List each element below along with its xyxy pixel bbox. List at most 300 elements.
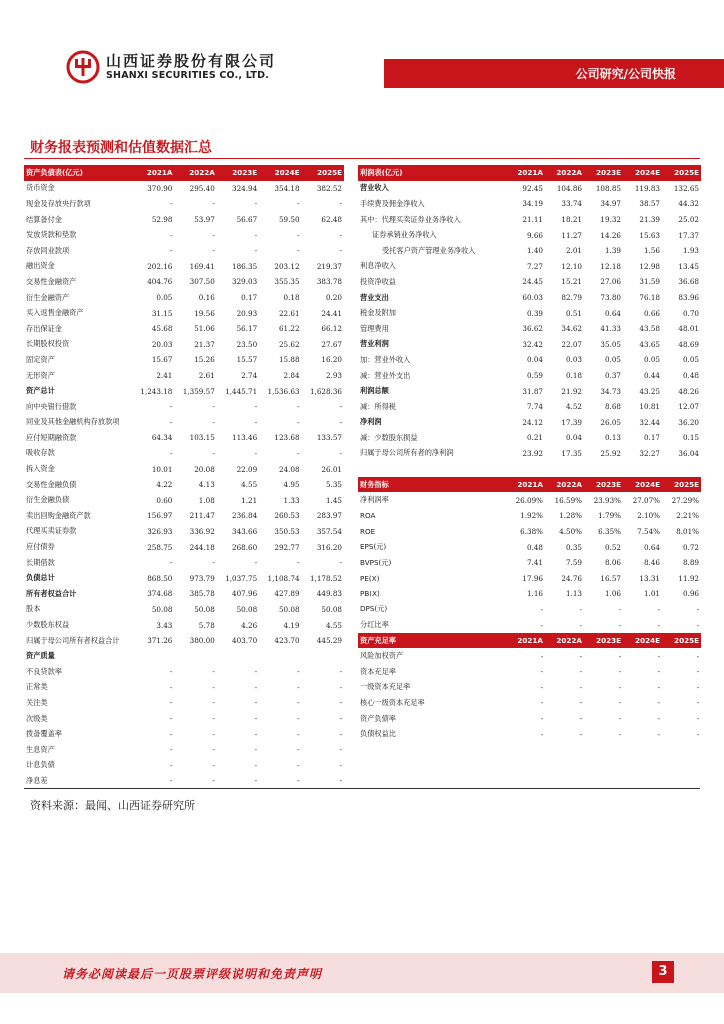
cell-value: 12.10 xyxy=(561,261,582,271)
cell-value: - xyxy=(696,651,699,661)
row-label: 关注类 xyxy=(26,697,48,707)
cell-value: 404.76 xyxy=(147,277,173,287)
cell-value: - xyxy=(297,698,300,708)
row-label: 利润总额 xyxy=(360,386,389,396)
year-header: 2022A xyxy=(545,165,584,181)
cell-value: - xyxy=(254,667,258,677)
cell-value: - xyxy=(169,745,173,755)
table-row xyxy=(358,570,701,586)
cell-value: 113.46 xyxy=(232,433,258,443)
cell-value: - xyxy=(212,246,215,256)
year-header: 2024E xyxy=(623,165,662,181)
year-header: 2024E xyxy=(623,477,662,493)
cell-value: - xyxy=(339,667,342,677)
cell-value: 32.44 xyxy=(639,417,660,427)
table-row xyxy=(358,492,701,508)
cell-value: - xyxy=(618,620,621,630)
cell-value xyxy=(259,648,301,664)
cell-value: 24.12 xyxy=(522,417,543,427)
cell-value: 6.35% xyxy=(598,526,621,536)
row-label: ROA xyxy=(360,511,376,521)
table-row xyxy=(358,711,701,727)
cell-value: 123.68 xyxy=(274,433,300,443)
cell-value: - xyxy=(297,745,300,755)
cell-value: 27.07% xyxy=(632,495,660,505)
cell-value: - xyxy=(254,230,258,240)
row-label: 净利润 xyxy=(360,417,382,427)
cell-value: 15.67 xyxy=(151,355,173,365)
cell-value: - xyxy=(169,682,173,692)
cell-value: - xyxy=(254,558,258,568)
row-label: 交易性金融资产 xyxy=(26,276,77,286)
row-label: 投资净收益 xyxy=(360,276,396,286)
row-label: 减：所得税 xyxy=(360,401,396,411)
cell-value: 380.00 xyxy=(189,636,215,646)
cell-value: 27.67 xyxy=(321,339,342,349)
cell-value: 48.69 xyxy=(678,339,699,349)
cell-value: 24.45 xyxy=(522,277,543,287)
table-row xyxy=(24,726,344,742)
cell-value: 1,628.36 xyxy=(309,386,342,396)
row-label: 计息负债 xyxy=(26,760,55,770)
cell-value: 7.27 xyxy=(526,261,543,271)
year-header: 2021A xyxy=(132,165,174,181)
table-row xyxy=(24,181,344,197)
cell-value: 48.26 xyxy=(678,386,699,396)
cell-value: 371.26 xyxy=(147,636,173,646)
row-label: 手续费及佣金净收入 xyxy=(360,198,425,208)
row-label: 受托客户资产管理业务净收入 xyxy=(382,245,476,255)
row-label: 融出资金 xyxy=(26,261,55,271)
year-header: 2021A xyxy=(506,165,545,181)
cell-value: - xyxy=(169,246,173,256)
row-label: 存出保证金 xyxy=(26,323,62,333)
balance-sheet-header-label: 资产负债表(亿元) xyxy=(24,165,132,181)
year-header: 2022A xyxy=(545,477,584,493)
year-header: 2024E xyxy=(259,165,301,181)
row-label: PB(X) xyxy=(360,589,380,599)
cell-value: 2.21% xyxy=(676,511,699,521)
table-row xyxy=(24,711,344,727)
cell-value: 0.05 xyxy=(682,355,699,365)
cell-value: 51.06 xyxy=(194,324,215,334)
cell-value: 326.93 xyxy=(147,526,173,536)
row-label: 风险加权资产 xyxy=(360,651,404,661)
cell-value: 2.74 xyxy=(241,371,258,381)
cell-value: - xyxy=(696,698,699,708)
cell-value: - xyxy=(339,729,342,739)
row-label: 证券承销业务净收入 xyxy=(372,230,437,240)
cell-value: - xyxy=(579,667,582,677)
cell-value: 43.58 xyxy=(639,324,660,334)
cell-value: 1.21 xyxy=(241,495,258,505)
cell-value: - xyxy=(657,729,660,739)
table-row xyxy=(24,742,344,758)
cell-value: - xyxy=(297,682,300,692)
year-header: 2023E xyxy=(584,477,623,493)
table-row xyxy=(358,648,701,664)
table-row xyxy=(358,368,701,384)
row-label: 正常类 xyxy=(26,682,48,692)
row-label: 一级资本充足率 xyxy=(360,682,411,692)
cell-value: 4.19 xyxy=(283,620,300,630)
cell-value: 17.96 xyxy=(522,573,543,583)
table-row xyxy=(24,695,344,711)
row-label: PE(X) xyxy=(360,573,380,583)
cell-value: - xyxy=(618,729,621,739)
table-row xyxy=(358,539,701,555)
section-title: 财务报表预测和估值数据汇总 xyxy=(30,140,212,156)
cell-value: 82.79 xyxy=(561,293,582,303)
cell-value: 0.44 xyxy=(643,371,660,381)
table-row xyxy=(24,352,344,368)
cell-value: - xyxy=(339,230,342,240)
cell-value: 20.08 xyxy=(194,464,215,474)
cell-value: - xyxy=(212,199,215,209)
cell-value: - xyxy=(212,729,215,739)
cell-value: 403.70 xyxy=(232,636,258,646)
table-row xyxy=(24,368,344,384)
cell-value: - xyxy=(696,682,699,692)
cell-value: 36.68 xyxy=(678,277,699,287)
table-row xyxy=(24,337,344,353)
cell-value: - xyxy=(339,402,342,412)
cell-value: 0.37 xyxy=(604,371,621,381)
cell-value: - xyxy=(212,558,215,568)
table-row xyxy=(358,212,701,228)
cell-value: - xyxy=(339,760,342,770)
table-row xyxy=(358,399,701,415)
year-header: 2025E xyxy=(662,165,701,181)
cell-value: - xyxy=(212,667,215,677)
table-row xyxy=(24,430,344,446)
cell-value: - xyxy=(339,246,342,256)
table-row xyxy=(24,290,344,306)
row-label: 代理买卖证券款 xyxy=(26,526,77,536)
cell-value: 1.56 xyxy=(643,246,660,256)
cell-value: - xyxy=(540,698,543,708)
cell-value: - xyxy=(169,760,173,770)
row-label: 同业及其他金融机构存放款项 xyxy=(26,417,120,427)
cell-value: 0.04 xyxy=(526,355,543,365)
cell-value: 2.61 xyxy=(198,371,215,381)
cell-value: 23.92 xyxy=(522,448,543,458)
cell-value: - xyxy=(254,402,258,412)
cell-value: 0.96 xyxy=(682,589,699,599)
report-type: 公司研究/公司快报 xyxy=(575,67,676,81)
cell-value: 0.64 xyxy=(643,542,660,552)
cell-value: - xyxy=(696,729,699,739)
row-label: 资本充足率 xyxy=(360,666,396,676)
cell-value: 11.27 xyxy=(561,230,582,240)
cell-value: 50.08 xyxy=(321,604,342,614)
table-row xyxy=(24,555,344,571)
row-label: ROE xyxy=(360,526,376,536)
cell-value: - xyxy=(618,714,621,724)
table-row xyxy=(358,508,701,524)
cell-value: - xyxy=(540,729,543,739)
table-row xyxy=(24,212,344,228)
row-label: 长期股权投资 xyxy=(26,339,70,349)
cell-value: - xyxy=(618,651,621,661)
cell-value: - xyxy=(579,604,582,614)
cell-value: 0.05 xyxy=(156,293,173,303)
cell-value: 16.59% xyxy=(554,495,582,505)
cell-value: 26.09% xyxy=(515,495,543,505)
cell-value: 2.84 xyxy=(283,371,300,381)
cell-value: 64.34 xyxy=(151,433,173,443)
cell-value: - xyxy=(696,604,699,614)
cell-value: - xyxy=(212,714,215,724)
table-row xyxy=(24,586,344,602)
cell-value: 76.18 xyxy=(639,293,660,303)
row-label: 净利润率 xyxy=(360,495,389,505)
cell-value: 16.57 xyxy=(600,573,621,583)
cell-value: - xyxy=(212,417,215,427)
table-row xyxy=(24,274,344,290)
table-row xyxy=(358,274,701,290)
cell-value: 268.60 xyxy=(232,542,258,552)
table-row xyxy=(24,524,344,540)
cell-value: - xyxy=(339,714,342,724)
cell-value: 186.35 xyxy=(232,261,258,271)
row-label: 归属于母公司所有者权益合计 xyxy=(26,635,120,645)
cell-value: 15.88 xyxy=(278,355,300,365)
cell-value: - xyxy=(579,620,582,630)
cell-value: 1.06 xyxy=(604,589,621,599)
cell-value: - xyxy=(297,199,300,209)
row-label: 结算备付金 xyxy=(26,214,62,224)
cell-value: 307.50 xyxy=(189,277,215,287)
cell-value: 66.12 xyxy=(321,324,342,334)
cell-value: 295.40 xyxy=(189,183,215,193)
cell-value: 34.62 xyxy=(561,324,582,334)
cell-value: - xyxy=(297,729,300,739)
cell-value: - xyxy=(254,199,258,209)
cell-value: - xyxy=(297,246,300,256)
cell-value: 32.42 xyxy=(522,339,543,349)
cell-value: - xyxy=(254,698,258,708)
cell-value: - xyxy=(579,682,582,692)
cell-value: - xyxy=(254,714,258,724)
table-row xyxy=(24,539,344,555)
cell-value: 20.03 xyxy=(151,339,173,349)
logo-emblem-icon xyxy=(66,50,100,84)
cell-value: 73.80 xyxy=(600,293,621,303)
cell-value: - xyxy=(339,448,342,458)
cell-value: 19.32 xyxy=(600,215,621,225)
row-label: 税金及附加 xyxy=(360,308,396,318)
row-label: 应付短期融资款 xyxy=(26,432,77,442)
row-label: 资产总计 xyxy=(26,386,55,396)
cell-value: 0.35 xyxy=(565,542,582,552)
cell-value: 19.56 xyxy=(194,308,215,318)
cell-value: 1,037.75 xyxy=(225,573,258,583)
cell-value: 13.31 xyxy=(639,573,660,583)
cell-value: 6.38% xyxy=(520,526,543,536)
cell-value: 156.97 xyxy=(147,511,173,521)
cell-value: 1,445.71 xyxy=(225,386,258,396)
cell-value: 26.05 xyxy=(600,417,621,427)
table-row xyxy=(358,430,701,446)
cell-value: 1.01 xyxy=(643,589,660,599)
table-row xyxy=(24,602,344,618)
cell-value: 8.01% xyxy=(676,526,699,536)
cell-value: 17.35 xyxy=(561,448,582,458)
table-row xyxy=(24,383,344,399)
cell-value: 15.63 xyxy=(639,230,660,240)
cell-value: 0.70 xyxy=(682,308,699,318)
table-row xyxy=(24,399,344,415)
cell-value: 2.10% xyxy=(637,511,660,521)
cell-value: 11.92 xyxy=(678,573,699,583)
cell-value: - xyxy=(297,776,300,786)
capital-header-row xyxy=(358,633,701,649)
cell-value: 36.20 xyxy=(678,417,699,427)
cell-value: 283.97 xyxy=(316,511,342,521)
cell-value: 0.16 xyxy=(198,293,215,303)
row-label: 发放贷款和垫款 xyxy=(26,230,77,240)
cell-value: 1,359.57 xyxy=(182,386,215,396)
company-logo xyxy=(66,50,276,84)
table-row xyxy=(24,477,344,493)
cell-value: 385.78 xyxy=(189,589,215,599)
cell-value: 41.33 xyxy=(600,324,621,334)
cell-value: 4.26 xyxy=(241,620,258,630)
cell-value: 4.13 xyxy=(198,480,215,490)
cell-value: - xyxy=(540,682,543,692)
cell-value: 24.76 xyxy=(561,573,582,583)
row-label: 归属于母公司所有者的净利润 xyxy=(360,448,454,458)
row-label: 加：营业外收入 xyxy=(360,354,411,364)
cell-value: 133.57 xyxy=(316,433,342,443)
cell-value: 1.92% xyxy=(520,511,543,521)
table-row xyxy=(358,415,701,431)
cell-value: 52.98 xyxy=(151,215,173,225)
row-label: 利息净收入 xyxy=(360,261,396,271)
cell-value: - xyxy=(212,682,215,692)
year-header: 2022A xyxy=(174,165,216,181)
cell-value: 4.95 xyxy=(283,480,300,490)
cell-value: 1,243.18 xyxy=(140,386,173,396)
cell-value: 4.55 xyxy=(241,480,258,490)
cell-value: - xyxy=(657,698,660,708)
row-label: 不良贷款率 xyxy=(26,666,62,676)
row-label: 吸收存款 xyxy=(26,448,55,458)
cell-value: 92.45 xyxy=(522,183,543,193)
cell-value: 0.51 xyxy=(565,308,582,318)
cell-value: - xyxy=(297,760,300,770)
cell-value: - xyxy=(169,402,173,412)
cell-value: 0.59 xyxy=(526,371,543,381)
cell-value xyxy=(174,648,216,664)
table-row xyxy=(358,383,701,399)
cell-value: - xyxy=(540,667,543,677)
row-label: 减：营业外支出 xyxy=(360,370,411,380)
row-label: DPS(元) xyxy=(360,604,388,614)
cell-value: 8.06 xyxy=(604,558,621,568)
disclaimer-text: 请务必阅读最后一页股票评级说明和免责声明 xyxy=(62,967,323,981)
cell-value: 104.86 xyxy=(556,183,582,193)
metrics-header-label: 财务指标 xyxy=(358,477,506,493)
cell-value: 21.39 xyxy=(639,215,660,225)
income-column xyxy=(358,165,701,742)
cell-value: 50.08 xyxy=(151,604,173,614)
cell-value: - xyxy=(339,682,342,692)
cell-value: - xyxy=(297,417,300,427)
cell-value: 236.84 xyxy=(232,511,258,521)
cell-value: 15.57 xyxy=(236,355,258,365)
cell-value: 25.92 xyxy=(600,448,621,458)
cell-value: 324.94 xyxy=(232,183,258,193)
cell-value: - xyxy=(169,667,173,677)
cell-value: 1,178.52 xyxy=(309,573,342,583)
cell-value: 423.70 xyxy=(274,636,300,646)
table-row xyxy=(358,337,701,353)
cell-value: 0.05 xyxy=(643,355,660,365)
cell-value: - xyxy=(212,448,215,458)
cell-value: 7.74 xyxy=(526,402,543,412)
cell-value: - xyxy=(297,667,300,677)
cell-value: - xyxy=(169,776,173,786)
cell-value: - xyxy=(254,246,258,256)
year-header: 2025E xyxy=(302,165,344,181)
table-row xyxy=(358,181,701,197)
cell-value: - xyxy=(696,667,699,677)
cell-value: 1,536.63 xyxy=(267,386,300,396)
source-note: 资料来源：最闻、山西证券研究所 xyxy=(30,799,195,812)
row-label: 营业收入 xyxy=(360,183,389,193)
cell-value: 17.39 xyxy=(561,417,582,427)
cell-value: 18.21 xyxy=(561,215,582,225)
row-label: 净息差 xyxy=(26,775,48,785)
cell-value: - xyxy=(540,651,543,661)
cell-value: 0.04 xyxy=(565,433,582,443)
cell-value: 0.17 xyxy=(643,433,660,443)
cell-value: 34.19 xyxy=(522,199,543,209)
income-statement-table xyxy=(358,165,701,461)
cell-value: 44.32 xyxy=(678,199,699,209)
cell-value: 8.68 xyxy=(604,402,621,412)
cell-value: 0.15 xyxy=(682,433,699,443)
table-row xyxy=(24,446,344,462)
row-label: 减：少数股东损益 xyxy=(360,432,418,442)
cell-value: 21.92 xyxy=(561,386,582,396)
cell-value: 316.20 xyxy=(316,542,342,552)
cell-value: 370.90 xyxy=(147,183,173,193)
cell-value: 56.67 xyxy=(236,215,258,225)
cell-value: - xyxy=(297,448,300,458)
cell-value: 329.03 xyxy=(232,277,258,287)
cell-value: 244.18 xyxy=(189,542,215,552)
capital-header-label: 资产充足率 xyxy=(358,633,506,649)
cell-value: 5.78 xyxy=(198,620,215,630)
year-header: 2025E xyxy=(662,477,701,493)
row-label: 所有者权益合计 xyxy=(26,588,77,598)
cell-value: - xyxy=(339,417,342,427)
title-divider xyxy=(24,158,700,159)
cell-value: 43.65 xyxy=(639,339,660,349)
cell-value xyxy=(132,648,174,664)
cell-value: 21.37 xyxy=(194,339,215,349)
cell-value: - xyxy=(254,682,258,692)
cell-value: - xyxy=(339,776,342,786)
cell-value: 1.45 xyxy=(325,495,342,505)
financial-metrics-table xyxy=(358,477,701,633)
header-band xyxy=(384,59,724,88)
cell-value: 2.01 xyxy=(565,246,582,256)
cell-value: - xyxy=(254,760,258,770)
